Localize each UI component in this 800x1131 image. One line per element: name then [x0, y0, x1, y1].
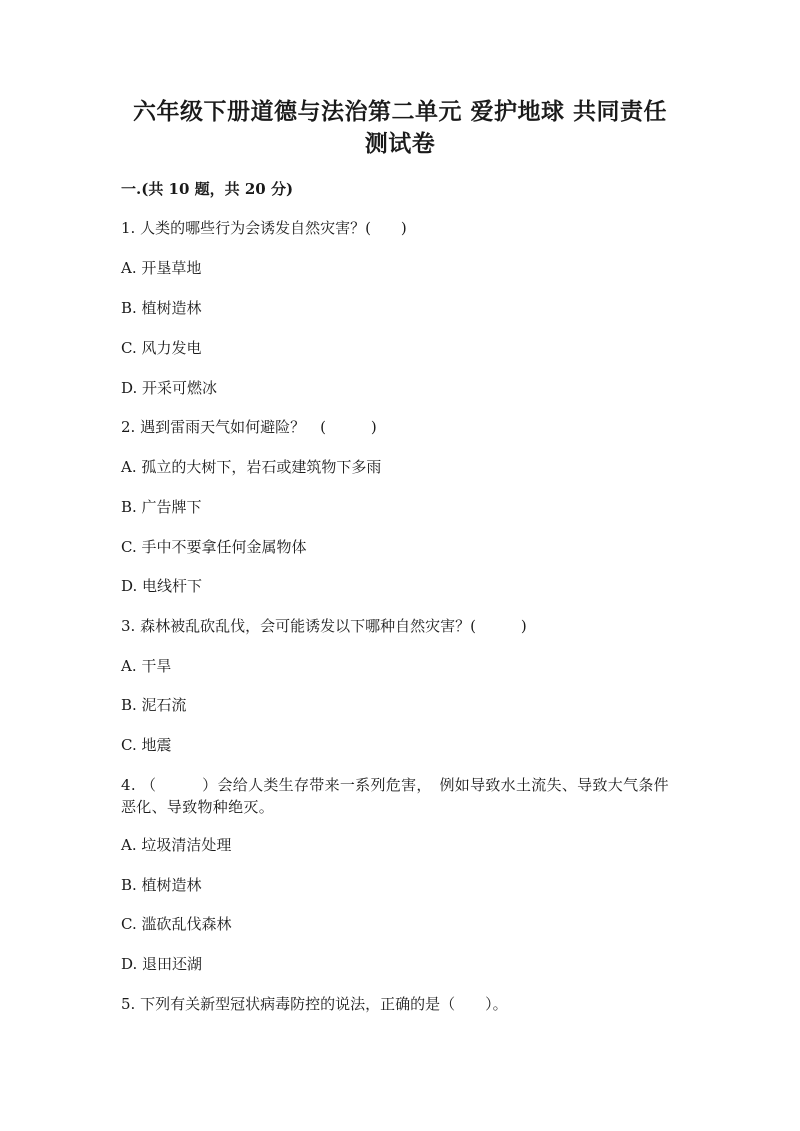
question-2-stem: 2. 遇到雷雨天气如何避险？ ( ): [121, 418, 377, 436]
question-1-stem: 1. 人类的哪些行为会诱发自然灾害？( ): [121, 219, 407, 237]
section-heading: 一.(共 10 题，共 20 分): [121, 180, 294, 198]
question-5-stem: 5. 下列有关新型冠状病毒防控的说法，正确的是（ ）。: [121, 995, 508, 1013]
question-3-option-c: C. 地震: [121, 736, 172, 754]
question-4-option-c: C. 滥砍乱伐森林: [121, 915, 232, 933]
question-3-option-a: A. 干旱: [121, 657, 172, 675]
question-2-option-d: D. 电线杆下: [121, 577, 203, 595]
question-2-option-b: B. 广告牌下: [121, 498, 202, 516]
question-2-option-a: A. 孤立的大树下，岩石或建筑物下多雨: [121, 458, 382, 476]
question-4-option-a: A. 垃圾清洁处理: [121, 836, 232, 854]
question-3-option-b: B. 泥石流: [121, 696, 187, 714]
question-1-option-a: A. 开垦草地: [121, 259, 202, 277]
question-3-stem: 3. 森林被乱砍乱伐，会可能诱发以下哪种自然灾害？( ): [121, 617, 527, 635]
question-1-option-b: B. 植树造林: [121, 299, 202, 317]
question-1-option-c: C. 风力发电: [121, 339, 202, 357]
question-4-option-b: B. 植树造林: [121, 876, 202, 894]
question-4-stem: 4. （ ）会给人类生存带来一系列危害， 例如导致水土流失、导致大气条件恶化、导致物种绝灭。: [121, 776, 669, 816]
question-4-option-d: D. 退田还湖: [121, 955, 203, 973]
question-2-option-c: C. 手中不要拿任何金属物体: [121, 538, 307, 556]
question-1-option-d: D. 开采可燃冰: [121, 379, 218, 397]
page-title: 六年级下册道德与法治第二单元 爱护地球 共同责任 测试卷: [132, 98, 667, 157]
